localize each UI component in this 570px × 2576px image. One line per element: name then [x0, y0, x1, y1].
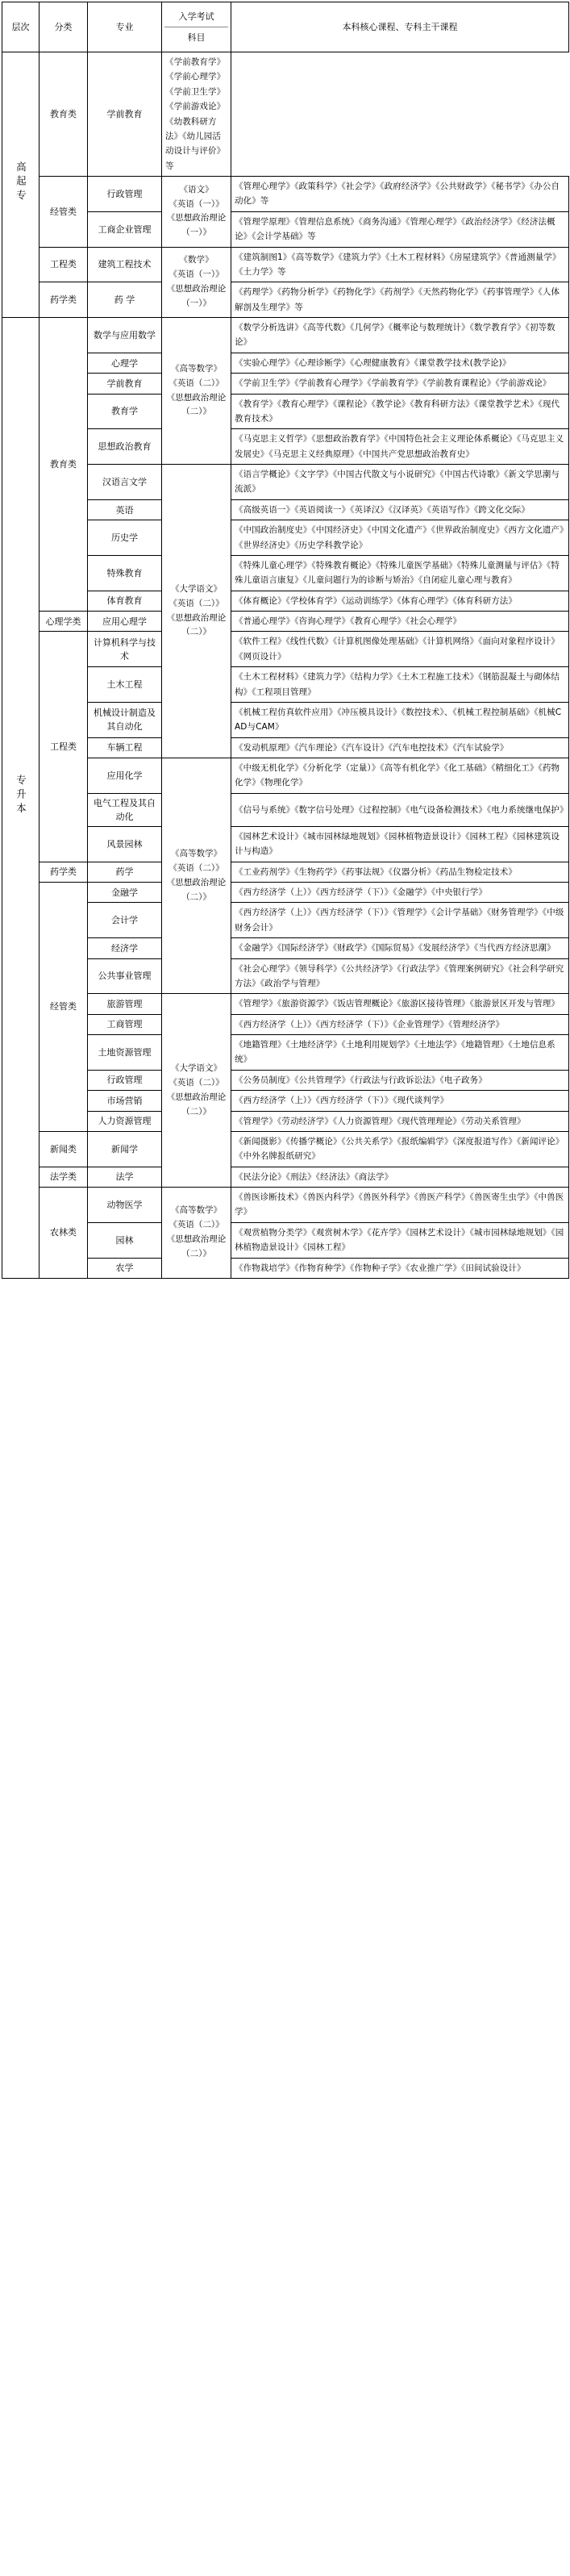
major-cell: 心理学 — [88, 353, 162, 373]
header-exam-group: 入学考试 — [164, 6, 228, 27]
major-cell: 园林 — [88, 1222, 162, 1258]
exam-subject-line: 《大学语文》 — [171, 583, 222, 594]
exam-subject-line: 《数学》 — [179, 255, 214, 265]
major-cell: 数学与应用数学 — [88, 318, 162, 353]
exam-subject-cell — [162, 1188, 231, 1279]
table-row — [2, 520, 569, 556]
courses-cell: 《管理学》《旅游资源学》《饭店管理概论》《旅游区接待管理》《旅游景区开发与管理》 — [231, 994, 569, 1014]
major-cell: 历史学 — [88, 520, 162, 556]
major-cell: 土地资源管理 — [88, 1035, 162, 1071]
major-cell: 市场营销 — [88, 1091, 162, 1111]
courses-cell: 《新闻摄影》《传播学概论》《公共关系学》《报纸编辑学》《深度报道写作》《新闻评论》《中外名牌报纸研究》 — [231, 1131, 569, 1167]
table-row — [2, 938, 569, 958]
exam-subject-line: 《思想政治理论（一）》 — [166, 213, 227, 238]
table-row — [2, 883, 569, 903]
courses-cell: 《管理心理学》《政策科学》《社会学》《政府经济学》《公共财政学》《秘书学》《办公自动化》等 — [231, 177, 569, 212]
exam-subject-line: 《思想政治理论（二）》 — [166, 1092, 227, 1117]
courses-cell: 《园林艺术设计》《城市园林绿地规划》《园林植物造景设计》《园林工程》《园林建筑设计与构造》 — [231, 826, 569, 862]
table-row — [2, 247, 569, 282]
category-cell: 经管类 — [40, 883, 88, 1132]
category-cell: 药学类 — [40, 282, 88, 318]
table-row — [2, 1035, 569, 1071]
exam-subject-cell — [162, 465, 231, 758]
table-row — [2, 958, 569, 994]
header-category: 分类 — [40, 2, 88, 52]
major-cell: 学前教育 — [88, 52, 162, 177]
exam-subject-line: 《高等数学》 — [171, 1205, 222, 1216]
table-row — [2, 702, 569, 737]
major-cell: 车辆工程 — [88, 737, 162, 758]
table-row — [2, 737, 569, 758]
table-row — [2, 591, 569, 611]
courses-cell: 《民法分论》《刑法》《经济法》《商法学》 — [231, 1167, 569, 1187]
table-row — [2, 862, 569, 882]
major-cell: 计算机科学与技术 — [88, 632, 162, 667]
courses-cell: 《发动机原理》《汽车理论》《汽车设计》《汽车电控技术》《汽车试验学》 — [231, 737, 569, 758]
major-cell: 特殊教育 — [88, 555, 162, 591]
courses-cell: 《教育学》《教育心理学》《课程论》《教学论》《教育科研方法》《课堂教学艺术》《现代教育技术》 — [231, 394, 569, 429]
exam-subject-cell — [162, 994, 231, 1188]
header-courses: 本科核心课程、专科主干课程 — [231, 2, 569, 52]
table-row — [2, 1258, 569, 1278]
exam-subject-line: 《英语（二）》 — [169, 1077, 224, 1088]
exam-subject-cell — [162, 758, 231, 994]
major-cell: 动物医学 — [88, 1188, 162, 1223]
table-row — [2, 826, 569, 862]
courses-cell: 《学前卫生学》《学前教育心理学》《学前教育学》《学前教育课程论》《学前游戏论》 — [231, 374, 569, 394]
category-cell: 农林类 — [40, 1188, 88, 1279]
courses-cell: 《体育概论》《学校体育学》《运动训练学》《体育心理学》《体育科研方法》 — [231, 591, 569, 611]
table-row — [2, 499, 569, 520]
table-row — [2, 632, 569, 667]
category-cell: 经管类 — [40, 177, 88, 248]
courses-cell: 《软件工程》《线性代数》《计算机图像处理基础》《计算机网络》《面向对象程序设计》《网页设计》 — [231, 632, 569, 667]
courses-cell: 《学前教育学》《学前心理学》《学前卫生学》《学前游戏论》《幼教科研方法》《幼儿园活动设计与评价》等 — [162, 52, 231, 177]
courses-cell: 《金融学》《国际经济学》《财政学》《国际贸易》《发展经济学》《当代西方经济思潮》 — [231, 938, 569, 958]
major-cell: 会计学 — [88, 903, 162, 938]
table-row — [2, 394, 569, 429]
table-row — [2, 353, 569, 373]
exam-subject-line: 《语文》 — [179, 184, 214, 194]
major-cell: 应用心理学 — [88, 612, 162, 632]
major-cell: 教育学 — [88, 394, 162, 429]
exam-subject-line: 《英语（二）》 — [169, 862, 224, 873]
level-label: 高起专 — [15, 161, 27, 204]
major-cell: 工商管理 — [88, 1014, 162, 1034]
courses-cell: 《普通心理学》《咨询心理学》《教育心理学》《社会心理学》 — [231, 612, 569, 632]
courses-cell: 《建筑制图1》《高等数学》《建筑力学》《土木工程材料》《房屋建筑学》《普通测量学》《土力学》等 — [231, 247, 569, 282]
level-label: 专升本 — [15, 774, 27, 817]
major-cell: 工商企业管理 — [88, 211, 162, 247]
courses-cell: 《土木工程材料》《建筑力学》《结构力学》《土木工程施工技术》《钢筋混凝土与砌体结构》《工程项目管理》 — [231, 667, 569, 703]
table-row — [2, 667, 569, 703]
table-body — [2, 2, 569, 1279]
courses-cell: 《兽医诊断技术》《兽医内科学》《兽医外科学》《兽医产科学》《兽医寄生虫学》《中兽医学》 — [231, 1188, 569, 1223]
courses-cell: 《西方经济学（上）》《西方经济学（下）》《管理学》《会计学基础》《财务管理学》《中级财务会计》 — [231, 903, 569, 938]
table-row — [2, 1111, 569, 1131]
courses-cell: 《高级英语一》《英语阅读一》《英译汉》《汉译英》《英语写作》《跨文化交际》 — [231, 499, 569, 520]
major-cell: 汉语言文学 — [88, 465, 162, 500]
table-row — [2, 555, 569, 591]
major-cell: 行政管理 — [88, 177, 162, 212]
table-row — [2, 758, 569, 794]
category-cell: 药学类 — [40, 862, 88, 882]
table-row — [2, 318, 569, 353]
courses-cell: 《信号与系统》《数字信号处理》《过程控制》《电气设备检测技术》《电力系统继电保护》 — [231, 793, 569, 826]
exam-subject-cell — [162, 177, 231, 248]
major-cell: 建筑工程技术 — [88, 247, 162, 282]
courses-cell: 《社会心理学》《领导科学》《公共经济学》《行政法学》《管理案例研究》《社会科学研究方法》《政治学与管理》 — [231, 958, 569, 994]
table-row — [2, 211, 569, 247]
table-row — [2, 903, 569, 938]
major-cell: 应用化学 — [88, 758, 162, 794]
major-cell: 公共事业管理 — [88, 958, 162, 994]
table-row — [2, 1091, 569, 1111]
table-row — [2, 465, 569, 500]
major-cell: 药学 — [88, 862, 162, 882]
table-row — [2, 612, 569, 632]
major-cell: 机械设计制造及其自动化 — [88, 702, 162, 737]
major-cell: 思想政治教育 — [88, 429, 162, 465]
courses-cell: 《工业药剂学》《生物药学》《药事法规》《仪器分析》《药品生物检定技术》 — [231, 862, 569, 882]
major-cell: 农学 — [88, 1258, 162, 1278]
exam-subject-line: 《思想政治理论（一）》 — [166, 283, 227, 308]
courses-cell: 《实验心理学》《心理诊断学》《心理健康教育》《课堂教学技术(教学论)》 — [231, 353, 569, 373]
major-cell: 体育教育 — [88, 591, 162, 611]
category-cell: 新闻类 — [40, 1131, 88, 1167]
table-row — [2, 1167, 569, 1187]
table-row — [2, 1188, 569, 1223]
major-cell: 金融学 — [88, 883, 162, 903]
courses-cell: 《西方经济学（上）》《西方经济学（下）》《现代谈判学》 — [231, 1091, 569, 1111]
table-row — [2, 994, 569, 1014]
major-cell: 电气工程及其自动化 — [88, 793, 162, 826]
major-cell: 学前教育 — [88, 374, 162, 394]
table-row — [2, 1014, 569, 1034]
category-cell: 教育类 — [40, 52, 88, 177]
courses-cell: 《马克思主义哲学》《思想政治教育学》《中国特色社会主义理论体系概论》《马克思主义发展史》《马克思主义经典原理》《中国共产党思想政治教育史》 — [231, 429, 569, 465]
courses-cell: 《西方经济学（上）》《西方经济学（下）》《企业管理学》《管理经济学》 — [231, 1014, 569, 1034]
exam-subject-line: 《英语（一）》 — [169, 269, 224, 279]
major-cell: 行政管理 — [88, 1070, 162, 1090]
courses-cell: 《公务员制度》《公共管理学》《行政法与行政诉讼法》《电子政务》 — [231, 1070, 569, 1090]
courses-cell: 《机械工程仿真软件应用》《冲压模具设计》《数控技术》、《机械工程控制基础》《机械CAD与CAM》 — [231, 702, 569, 737]
category-cell: 工程类 — [40, 632, 88, 862]
table-row — [2, 793, 569, 826]
exam-subject-line: 《思想政治理论（二）》 — [166, 877, 227, 902]
major-cell: 经济学 — [88, 938, 162, 958]
category-cell: 法学类 — [40, 1167, 88, 1187]
major-cell: 旅游管理 — [88, 994, 162, 1014]
exam-subject-line: 《思想政治理论（二）》 — [166, 1234, 227, 1259]
courses-cell: 《语言学概论》《文字学》《中国古代散文与小说研究》《中国古代诗歌》《新文学思潮与流派》 — [231, 465, 569, 500]
header-level: 层次 — [2, 2, 40, 52]
table-row — [2, 1222, 569, 1258]
table-row — [2, 52, 569, 177]
courses-cell: 《西方经济学（上）》《西方经济学（下）》《金融学》《中央银行学》 — [231, 883, 569, 903]
courses-cell: 《管理学原理》《管理信息系统》《商务沟通》《管理心理学》《政治经济学》《经济法概论》《会计学基础》等 — [231, 211, 569, 247]
courses-cell: 《数学分析选讲》《高等代数》《几何学》《概率论与数理统计》《数学教育学》《初等数论》 — [231, 318, 569, 353]
category-cell: 工程类 — [40, 247, 88, 282]
header-exam-subject: 科目 — [187, 32, 206, 44]
exam-subject-line: 《英语（二）》 — [169, 1220, 224, 1230]
major-cell: 风景园林 — [88, 826, 162, 862]
exam-subject-line: 《思想政治理论（二）》 — [166, 392, 227, 417]
admissions-table — [2, 2, 569, 1279]
table-row — [2, 1131, 569, 1167]
exam-subject-line: 《英语（一）》 — [169, 198, 224, 209]
exam-subject-line: 《大学语文》 — [171, 1063, 222, 1073]
courses-cell: 《药理学》《药物分析学》《药物化学》《药剂学》《天然药物化学》《药事管理学》《人体解剖及生理学》等 — [231, 282, 569, 318]
exam-subject-cell — [162, 318, 231, 465]
level-cell — [2, 52, 40, 318]
header-exam — [162, 2, 231, 52]
courses-cell: 《作物栽培学》《作物育种学》《作物种子学》《农业推广学》《田间试验设计》 — [231, 1258, 569, 1278]
table-header-row — [2, 2, 569, 52]
major-cell: 土木工程 — [88, 667, 162, 703]
major-cell: 人力资源管理 — [88, 1111, 162, 1131]
table-row — [2, 282, 569, 318]
major-cell: 药 学 — [88, 282, 162, 318]
courses-cell: 《特殊儿童心理学》《特殊教育概论》《特殊儿童医学基础》《特殊儿童测量与评估》《特殊儿童语言康复》《儿童问题行为的诊断与矫治》《自闭症儿童心理与教育》 — [231, 555, 569, 591]
header-major: 专业 — [88, 2, 162, 52]
level-cell — [2, 318, 40, 1279]
exam-subject-line: 《英语（二）》 — [169, 598, 224, 608]
exam-subject-line: 《英语（二）》 — [169, 378, 224, 388]
exam-subject-line: 《思想政治理论（二）》 — [166, 612, 227, 637]
category-cell: 心理学类 — [40, 612, 88, 632]
exam-subject-line: 《高等数学》 — [171, 363, 222, 374]
major-cell: 新闻学 — [88, 1131, 162, 1167]
table-row — [2, 429, 569, 465]
table-row — [2, 374, 569, 394]
courses-cell: 《中级无机化学》《分析化学（定量）》《高等有机化学》《化工基础》《精细化工》《药物化学》《物理化学》 — [231, 758, 569, 794]
courses-cell: 《地籍管理》《土地经济学》《土地利用规划学》《土地法学》《地籍管理》《土地信息系统》 — [231, 1035, 569, 1071]
courses-cell: 《中国政治制度史》《中国经济史》《中国文化遗产》《世界政治制度史》《西方文化遗产》《世界经济史》《历史学科教学论》 — [231, 520, 569, 556]
table-row — [2, 1070, 569, 1090]
major-cell: 英语 — [88, 499, 162, 520]
exam-subject-cell — [162, 247, 231, 318]
major-cell: 法学 — [88, 1167, 162, 1187]
courses-cell: 《观赏植物分类学》《观赏树木学》《花卉学》《园林艺术设计》《城市园林绿地规划》《园林植物造景设计》《园林工程》 — [231, 1222, 569, 1258]
table-row — [2, 177, 569, 212]
category-cell: 教育类 — [40, 318, 88, 612]
exam-subject-line: 《高等数学》 — [171, 849, 222, 859]
courses-cell: 《管理学》《劳动经济学》《人力资源管理》《现代管理理论》《劳动关系管理》 — [231, 1111, 569, 1131]
